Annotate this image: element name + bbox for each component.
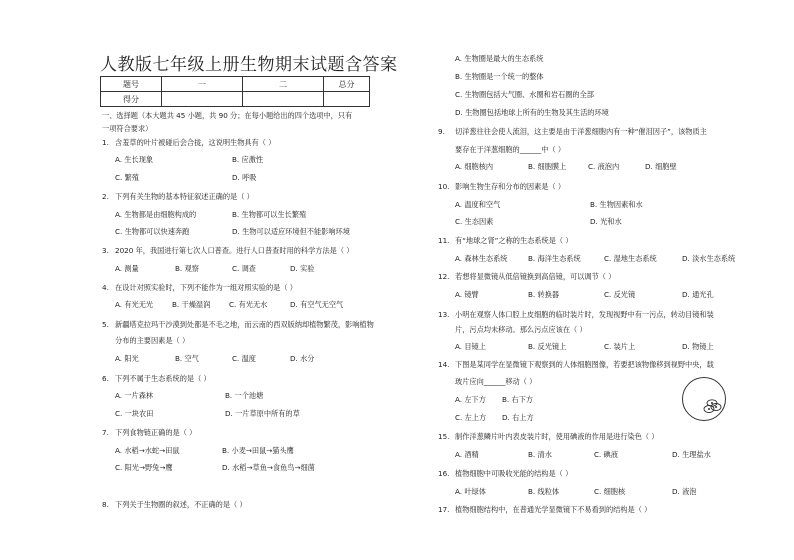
option[interactable]: D. 生物圈包括地球上所有的生物及其生活的环境 (455, 108, 609, 117)
option[interactable]: C. 一块农田 (115, 409, 154, 418)
score-header-cell: 一 (162, 77, 243, 92)
option[interactable]: A. 酒精 (455, 450, 479, 459)
option[interactable]: C. 细胞核 (594, 487, 626, 496)
option[interactable]: D. 淡水生态系统 (682, 254, 736, 263)
option[interactable]: B. 反光镜上 (528, 342, 567, 351)
option[interactable]: A. 细胞核内 (455, 162, 494, 171)
question-number: 11. (438, 236, 450, 245)
option[interactable]: B. 转换器 (528, 290, 560, 299)
question-number: 2. (102, 192, 109, 201)
option[interactable]: A. 目镜上 (455, 342, 486, 351)
question-number: 3. (102, 246, 109, 255)
question-number: 13. (438, 310, 450, 319)
option[interactable]: D. 实验 (290, 264, 315, 273)
option[interactable]: D. 通光孔 (682, 290, 714, 299)
option[interactable]: C. 有光无水 (229, 300, 268, 309)
option[interactable]: C. 生物都可以快速奔跑 (115, 227, 190, 236)
option[interactable]: D. 液泡 (672, 487, 697, 496)
option[interactable]: D. 水稻→草鱼→食鱼鸟→细菌 (222, 463, 315, 472)
question-stem: 有“地球之肾”之称的生态系统是（ ） (455, 236, 573, 245)
score-header-cell: 总分 (324, 77, 370, 92)
question-stem: 2020 年，我国进行第七次人口普查。进行人口普查时用的科学方法是（ ） (115, 246, 354, 255)
option[interactable]: C. 湿地生态系统 (604, 254, 657, 263)
option[interactable]: C. 温度 (232, 354, 256, 363)
section-heading: 一、选择题（本大题共 45 小题，共 90 分；在每小题给出的四个选项中，只有 (102, 111, 353, 120)
option[interactable]: A. 左下方 (455, 395, 486, 404)
option[interactable]: B. 观察 (175, 264, 199, 273)
option[interactable]: C. 液泡内 (588, 162, 620, 171)
option[interactable]: A. 一片森林 (115, 391, 154, 400)
cells-icon (701, 397, 725, 417)
question-stem: 切洋葱往往会使人流泪，这主要是由于洋葱细胞内有一种“催泪因子”，该物质主 (455, 127, 707, 136)
option[interactable]: D. 光和水 (590, 217, 622, 226)
option[interactable]: B. 清水 (528, 450, 552, 459)
question-stem: 下列有关生物的基本特征叙述正确的是（ ） (115, 192, 254, 201)
question-number: 5. (102, 320, 109, 329)
score-table (100, 76, 370, 107)
question-number: 10. (438, 182, 450, 191)
question-stem-cont: 片，污点均未移动。那么污点应该在（ ） (455, 325, 587, 334)
option[interactable]: B. 干燥湿润 (172, 300, 211, 309)
option[interactable]: A. 生物都是由细胞构成的 (115, 210, 197, 219)
option[interactable]: A. 测量 (115, 264, 139, 273)
option[interactable]: B. 海洋生态系统 (528, 254, 581, 263)
option[interactable]: A. 森林生态系统 (455, 254, 508, 263)
option[interactable]: B. 细胞膜上 (528, 162, 567, 171)
option[interactable]: A. 镜臂 (455, 290, 479, 299)
question-number: 15. (438, 432, 450, 441)
question-number: 9. (438, 127, 445, 136)
option[interactable]: B. 生物圈是一个统一的整体 (455, 72, 544, 81)
question-stem: 新疆塔克拉玛干沙漠到处都是不毛之地，而云南的西双版纳却植物繁茂，影响植物 (115, 320, 374, 329)
question-number: 8. (102, 500, 109, 509)
option[interactable]: D. 生物可以适应环境但不能影响环境 (232, 227, 350, 236)
option[interactable]: C. 生态因素 (455, 217, 494, 226)
question-stem-cont: 分布的主要因素是（ ） (115, 336, 190, 345)
option[interactable]: C. 左上方 (455, 413, 487, 422)
question-number: 4. (102, 283, 109, 292)
option[interactable]: C. 调查 (232, 264, 256, 273)
option[interactable]: D. 一片草原中所有的草 (225, 409, 300, 418)
score-cell[interactable] (324, 92, 370, 107)
question-stem: 影响生物生存和分布的因素是（ ） (455, 182, 566, 191)
question-stem: 在设计对照实验时，下列不能作为一组对照实验的是（ ） (115, 283, 297, 292)
option[interactable]: C. 阳光→野兔→鹰 (115, 463, 173, 472)
option[interactable]: D. 生理盐水 (672, 450, 711, 459)
option[interactable]: A. 叶绿体 (455, 487, 486, 496)
option[interactable]: B. 应激性 (232, 155, 264, 164)
option[interactable]: A. 温度和空气 (455, 200, 501, 209)
option[interactable]: D. 水分 (290, 354, 315, 363)
question-stem: 植物细胞结构中，在普通光学显微镜下不易看到的结构是（ ） (455, 505, 652, 514)
option[interactable]: C. 装片上 (604, 342, 636, 351)
option[interactable]: D. 右上方 (502, 413, 534, 422)
question-stem: 植物细胞中可吸收光能的结构是（ ） (455, 469, 573, 478)
option[interactable]: D. 有空气无空气 (290, 300, 344, 309)
score-cell[interactable] (243, 92, 324, 107)
question-stem: 含羞草的叶片被碰后会合拢，这说明生物具有（ ） (115, 138, 276, 147)
option[interactable]: B. 小麦→田鼠→猫头鹰 (222, 446, 294, 455)
option[interactable]: A. 有光无光 (115, 300, 154, 309)
score-row-label: 得分 (101, 92, 162, 107)
question-stem: 下列食物链正确的是（ ） (115, 428, 197, 437)
score-header-cell: 题号 (101, 77, 162, 92)
question-stem-cont: 玻片应向______移动（ ） (455, 377, 537, 386)
question-number: 16. (438, 469, 450, 478)
option[interactable]: D. 细胞壁 (645, 162, 677, 171)
page-title: 人教版七年级上册生物期末试题含答案 (100, 55, 398, 75)
question-stem: 下列不属于生态系统的是（ ） (115, 374, 211, 383)
option[interactable]: B. 生物因素和水 (590, 200, 643, 209)
option[interactable]: B. 线粒体 (528, 487, 560, 496)
question-number: 12. (438, 272, 450, 281)
option[interactable]: B. 一个池塘 (225, 391, 264, 400)
option[interactable]: C. 碘液 (594, 450, 618, 459)
option[interactable]: A. 生长现象 (115, 155, 154, 164)
question-stem: 下图是某同学在显微镜下观察到的人体细胞图像，若要把该物像移到视野中央，载 (455, 360, 714, 369)
option[interactable]: A. 阳光 (115, 354, 139, 363)
option[interactable]: D. 物镜上 (682, 342, 714, 351)
option[interactable]: A. 生物圈是最大的生态系统 (455, 54, 544, 63)
option[interactable]: C. 繁殖 (115, 173, 139, 182)
question-stem: 下列关于生物圈的叙述，不正确的是（ ） (115, 500, 247, 509)
option[interactable]: C. 反光镜 (604, 290, 636, 299)
question-number: 7. (102, 428, 109, 437)
section-heading-cont: 一项符合要求） (102, 124, 153, 133)
question-stem: 若想将显微镜从低倍镜换到高倍镜，可以调节（ ） (455, 272, 616, 281)
question-number: 14. (438, 360, 450, 369)
option[interactable]: D. 呼吸 (232, 173, 257, 182)
question-number: 6. (102, 374, 109, 383)
question-stem-cont: 要存在于洋葱细胞的______中（ ） (455, 145, 566, 154)
score-cell[interactable] (162, 92, 243, 107)
option[interactable]: C. 生物圈包括大气圈、水圈和岩石圈的全部 (455, 90, 594, 99)
question-stem: 制作洋葱鳞片叶内表皮装片时，使用碘液的作用是进行染色（ ） (455, 432, 659, 441)
question-number: 1. (102, 138, 109, 147)
question-number: 17. (438, 505, 450, 514)
option[interactable]: B. 空气 (175, 354, 199, 363)
option[interactable]: B. 右下方 (502, 395, 534, 404)
option[interactable]: B. 生物都可以生长繁殖 (232, 210, 307, 219)
score-header-cell: 二 (243, 77, 324, 92)
question-stem: 小明在观察人体口腔上皮细胞的临时装片时，发现视野中有一污点，转动目镜和装 (455, 310, 714, 319)
option[interactable]: A. 水稻→水蛇→田鼠 (115, 446, 180, 455)
